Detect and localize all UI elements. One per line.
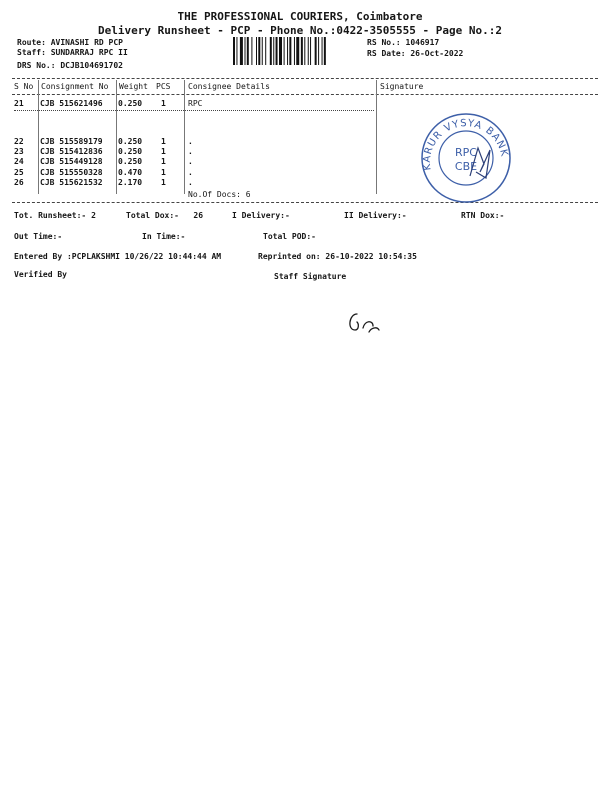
staff-signature-label: Staff Signature: [274, 272, 347, 281]
barcode-bar: [273, 37, 274, 65]
barcode-bar: [315, 37, 317, 65]
barcode-bar: [262, 37, 263, 65]
row-consignee: RPC: [188, 99, 203, 108]
barcode-bar: [324, 37, 326, 65]
row-divider: [14, 110, 374, 111]
barcode-bar: [258, 37, 260, 65]
out-time: Out Time:-: [14, 232, 63, 241]
row-sno: 26: [14, 178, 24, 187]
col-weight: Weight: [119, 82, 148, 91]
barcode-bar: [318, 37, 319, 65]
i-delivery: I Delivery:-: [232, 211, 290, 220]
no-of-docs: No.Of Docs: 6: [188, 190, 251, 199]
row-consignee: .: [188, 178, 193, 187]
runsheet-subtitle: Delivery Runsheet - PCP - Phone No.:0422-3505555 - Page No.:2: [98, 24, 502, 37]
barcode-bar: [256, 37, 257, 65]
row-weight: 2.170: [118, 178, 143, 187]
row-consignee: .: [188, 137, 193, 146]
total-dox: Total Dox:- 26: [126, 211, 204, 220]
barcode-bar: [289, 37, 291, 65]
column-separator: [116, 80, 117, 194]
barcode-bar: [308, 37, 309, 65]
row-weight: 0.470: [118, 168, 143, 177]
barcode-bar: [236, 37, 237, 65]
barcode-bar: [245, 37, 246, 65]
row-consignment: CJB 515621496: [40, 99, 103, 108]
handwritten-signature: [345, 308, 385, 336]
barcode-bar: [240, 37, 243, 65]
row-sno: 24: [14, 157, 24, 166]
row-sno: 22: [14, 137, 24, 146]
verified-by: Verified By: [14, 270, 67, 279]
col-signature: Signature: [380, 82, 424, 91]
entered-by: Entered By :PCPLAKSHMI 10/26/22 10:44:44 AM: [14, 252, 222, 261]
barcode: [233, 37, 359, 65]
row-pcs: 1: [161, 178, 166, 187]
drs-number: DRS No.: DCJB104691702: [17, 61, 123, 70]
barcode-bar: [287, 37, 288, 65]
in-time: In Time:-: [142, 232, 186, 241]
row-consignment: CJB 515412836: [40, 147, 103, 156]
row-pcs: 1: [161, 137, 166, 146]
row-consignment: CJB 515589179: [40, 137, 103, 146]
barcode-bar: [284, 37, 285, 65]
row-weight: 0.250: [118, 99, 143, 108]
barcode-bar: [251, 37, 252, 65]
staff-label: Staff: SUNDARRAJ RPC II: [17, 48, 128, 57]
barcode-bar: [296, 37, 299, 65]
stamp-ring-text: KARUR VYSYA BANK: [421, 118, 510, 172]
row-sno: 21: [14, 99, 24, 108]
row-consignment: CJB 515550328: [40, 168, 103, 177]
col-consignment: Consignment No: [41, 82, 109, 91]
row-consignment: CJB 515449128: [40, 157, 103, 166]
divider-top: [12, 78, 598, 79]
row-consignee: .: [188, 168, 193, 177]
divider-header: [12, 94, 598, 95]
barcode-bar: [233, 37, 235, 65]
col-sno: S No: [14, 82, 34, 91]
barcode-bar: [270, 37, 272, 65]
rs-date: RS Date: 26-Oct-2022: [367, 49, 464, 58]
barcode-bar: [279, 37, 282, 65]
column-separator: [38, 80, 39, 194]
column-separator: [184, 80, 185, 194]
rtn-dox: RTN Dox:-: [461, 211, 505, 220]
col-pcs: PCS: [156, 82, 171, 91]
route-label: Route: AVINASHI RD PCP: [17, 38, 123, 47]
reprinted-on: Reprinted on: 26-10-2022 10:54:35: [258, 252, 417, 261]
barcode-bar: [310, 37, 311, 65]
row-consignee: .: [188, 147, 193, 156]
barcode-bar: [304, 37, 305, 65]
stamp-text-rpc: RPC: [455, 146, 477, 159]
row-sno: 25: [14, 168, 24, 177]
total-pod: Total POD:-: [263, 232, 316, 241]
barcode-bar: [294, 37, 295, 65]
barcode-bar: [322, 37, 323, 65]
bank-stamp: [420, 112, 512, 204]
tot-runsheet: Tot. Runsheet:- 2: [14, 211, 96, 220]
row-pcs: 1: [161, 99, 166, 108]
ii-delivery: II Delivery:-: [344, 211, 407, 220]
company-title: THE PROFESSIONAL COURIERS, Coimbatore: [177, 10, 423, 23]
row-pcs: 1: [161, 147, 166, 156]
row-consignment: CJB 515621532: [40, 178, 103, 187]
row-pcs: 1: [161, 168, 166, 177]
row-weight: 0.250: [118, 137, 143, 146]
row-weight: 0.250: [118, 147, 143, 156]
col-consignee: Consignee Details: [188, 82, 270, 91]
row-consignee: .: [188, 157, 193, 166]
row-weight: 0.250: [118, 157, 143, 166]
barcode-bar: [247, 37, 249, 65]
barcode-bar: [276, 37, 278, 65]
row-pcs: 1: [161, 157, 166, 166]
rs-number: RS No.: 1046917: [367, 38, 440, 47]
row-sno: 23: [14, 147, 24, 156]
stamp-text-cbe: CBE: [454, 160, 478, 173]
barcode-bar: [301, 37, 303, 65]
barcode-bar: [265, 37, 266, 65]
column-separator: [376, 80, 377, 194]
